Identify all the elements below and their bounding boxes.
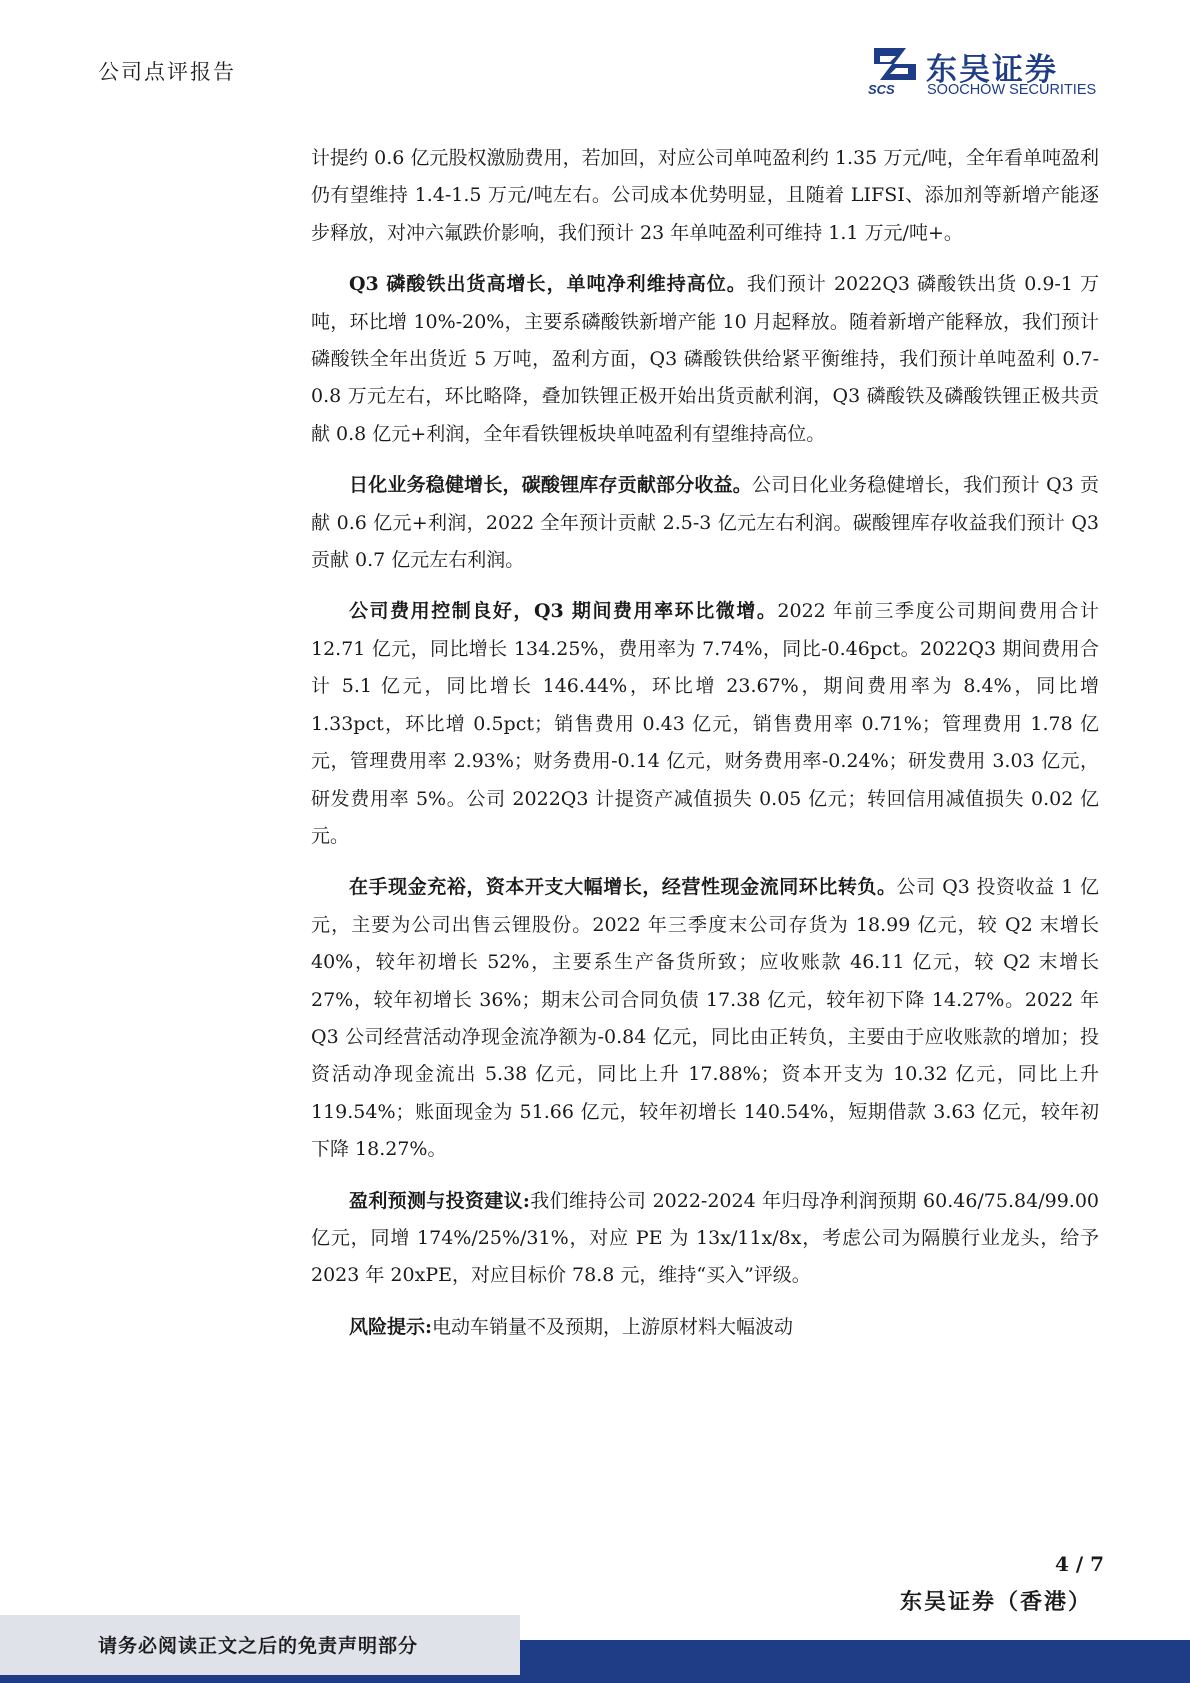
paragraph-daily-chemical	[311, 467, 1099, 579]
paragraph-body: 我们预计 2022Q3 磷酸铁出货 0.9-1 万吨，环比增 10%-20%，主要系磷酸铁新增产能 10 月起释放。随着新增产能释放，我们预计磷酸铁全年出货近 5 万吨，盈利方面，Q3 磷酸铁供给紧平衡维持，我们预计单吨盈利 0.7-0.8 万元左右，环比略降，叠加铁锂正极开始出货贡献利润，Q3 磷酸铁及磷酸铁锂正极共贡献 0.8 亿元+利润，全年看铁锂板块单吨盈利有望维持高位。	[311, 273, 1100, 445]
paragraph-body: 我们维持公司 2022-2024 年归母净利润预期 60.46/75.84/99.00 亿元，同增 174%/25%/31%，对应 PE 为 13x/11x/8x，考虑公司为隔膜行业龙头，给予 2023 年 20xPE，对应目标价 78.8 元，维持“买入”评级。	[311, 1189, 1099, 1287]
report-body	[311, 140, 1099, 1346]
paragraph-heading: 在手现金充裕，资本开支大幅增长，经营性现金流同环比转负。	[349, 876, 897, 899]
scs-logo-icon	[866, 44, 922, 84]
paragraph-body: 2022 年前三季度公司期间费用合计 12.71 亿元，同比增长 134.25%，费用率为 7.74%，同比-0.46pct。2022Q3 期间费用合计 5.1 亿元，同比增长 146.44%，环比增 23.67%，期间费用率为 8.4%，同比增 1.33pct，环比增 0.5pct；销售费用 0.43 亿元，销售费用率 0.71%；管理费用 1.78 亿元，管理费用率 2.93%；财务费用-0.14 亿元，财务费用率-0.24%；研发费用 3.03 亿元，研发费用率 5%。公司 2022Q3 计提资产减值损失 0.05 亿元；转回信用减值损失 0.02 亿元。	[311, 600, 1099, 847]
paragraph-heading: 风险提示:	[349, 1315, 433, 1338]
logo-abbreviation: SCS	[868, 82, 895, 97]
footer-dark-strip	[0, 1675, 1190, 1683]
paragraph-continuation	[311, 140, 1099, 252]
disclaimer-notice: 请务必阅读正文之后的免责声明部分	[98, 1635, 419, 1657]
paragraph-body: 公司 Q3 投资收益 1 亿元，主要为公司出售云锂股份。2022 年三季度末公司存货为 18.99 亿元，较 Q2 末增长 40%，较年初增长 52%，主要系生产备货所致；应收账款 46.11 亿元，较 Q2 末增长 27%，较年初增长 36%；期末公司合同负债 17.38 亿元，较年初下降 14.27%。2022 年 Q3 公司经营活动净现金流净额为-0.84 亿元，同比由正转负，主要由于应收账款的增加；投资活动净现金流出 5.38 亿元，同比上升 17.88%；资本开支为 10.32 亿元，同比上升 119.54%；账面现金为 51.66 亿元，较年初增长 140.54%，短期借款 3.63 亿元，较年初下降 18.27%。	[311, 876, 1099, 1161]
paragraph-risk	[311, 1309, 1099, 1346]
paragraph-heading: Q3 磷酸铁出货高增长，单吨净利维持高位。	[349, 273, 747, 296]
paragraph-body: 计提约 0.6 亿元股权激励费用，若加回，对应公司单吨盈利约 1.35 万元/吨，全年看单吨盈利仍有望维持 1.4-1.5 万元/吨左右。公司成本优势明显，且随着 LIFSI、添加剂等新增产能逐步释放，对冲六氟跌价影响，我们预计 23 年单吨盈利可维持 1.1 万元/吨+。	[311, 147, 1099, 244]
paragraph-heading: 日化业务稳健增长，碳酸锂库存贡献部分收益。	[349, 474, 752, 497]
paragraph-heading: 盈利预测与投资建议:	[349, 1189, 530, 1212]
paragraph-expenses	[311, 593, 1099, 855]
paragraph-body: 电动车销量不及预期，上游原材料大幅波动	[432, 1315, 794, 1338]
company-logo	[866, 44, 1106, 100]
paragraph-body: 公司日化业务稳健增长，我们预计 Q3 贡献 0.6 亿元+利润，2022 全年预计贡献 2.5-3 亿元左右利润。碳酸锂库存收益我们预计 Q3 贡献 0.7 亿元左右利润。	[311, 474, 1099, 572]
footer-bar	[0, 1615, 1190, 1683]
logo-english-name: SOOCHOW SECURITIES	[927, 82, 1097, 98]
paragraph-phosphate	[311, 266, 1099, 453]
paragraph-heading: 公司费用控制良好，Q3 期间费用率环比微增。	[349, 600, 778, 623]
footer-firm-name: 东吴证券（香港）	[900, 1589, 1093, 1615]
report-type-label: 公司点评报告	[98, 60, 236, 84]
paragraph-forecast	[311, 1183, 1099, 1295]
logo-chinese-name: 东吴证券	[926, 52, 1058, 88]
page-number: 4 / 7	[1055, 1552, 1105, 1576]
paragraph-cash-flow	[311, 869, 1099, 1168]
